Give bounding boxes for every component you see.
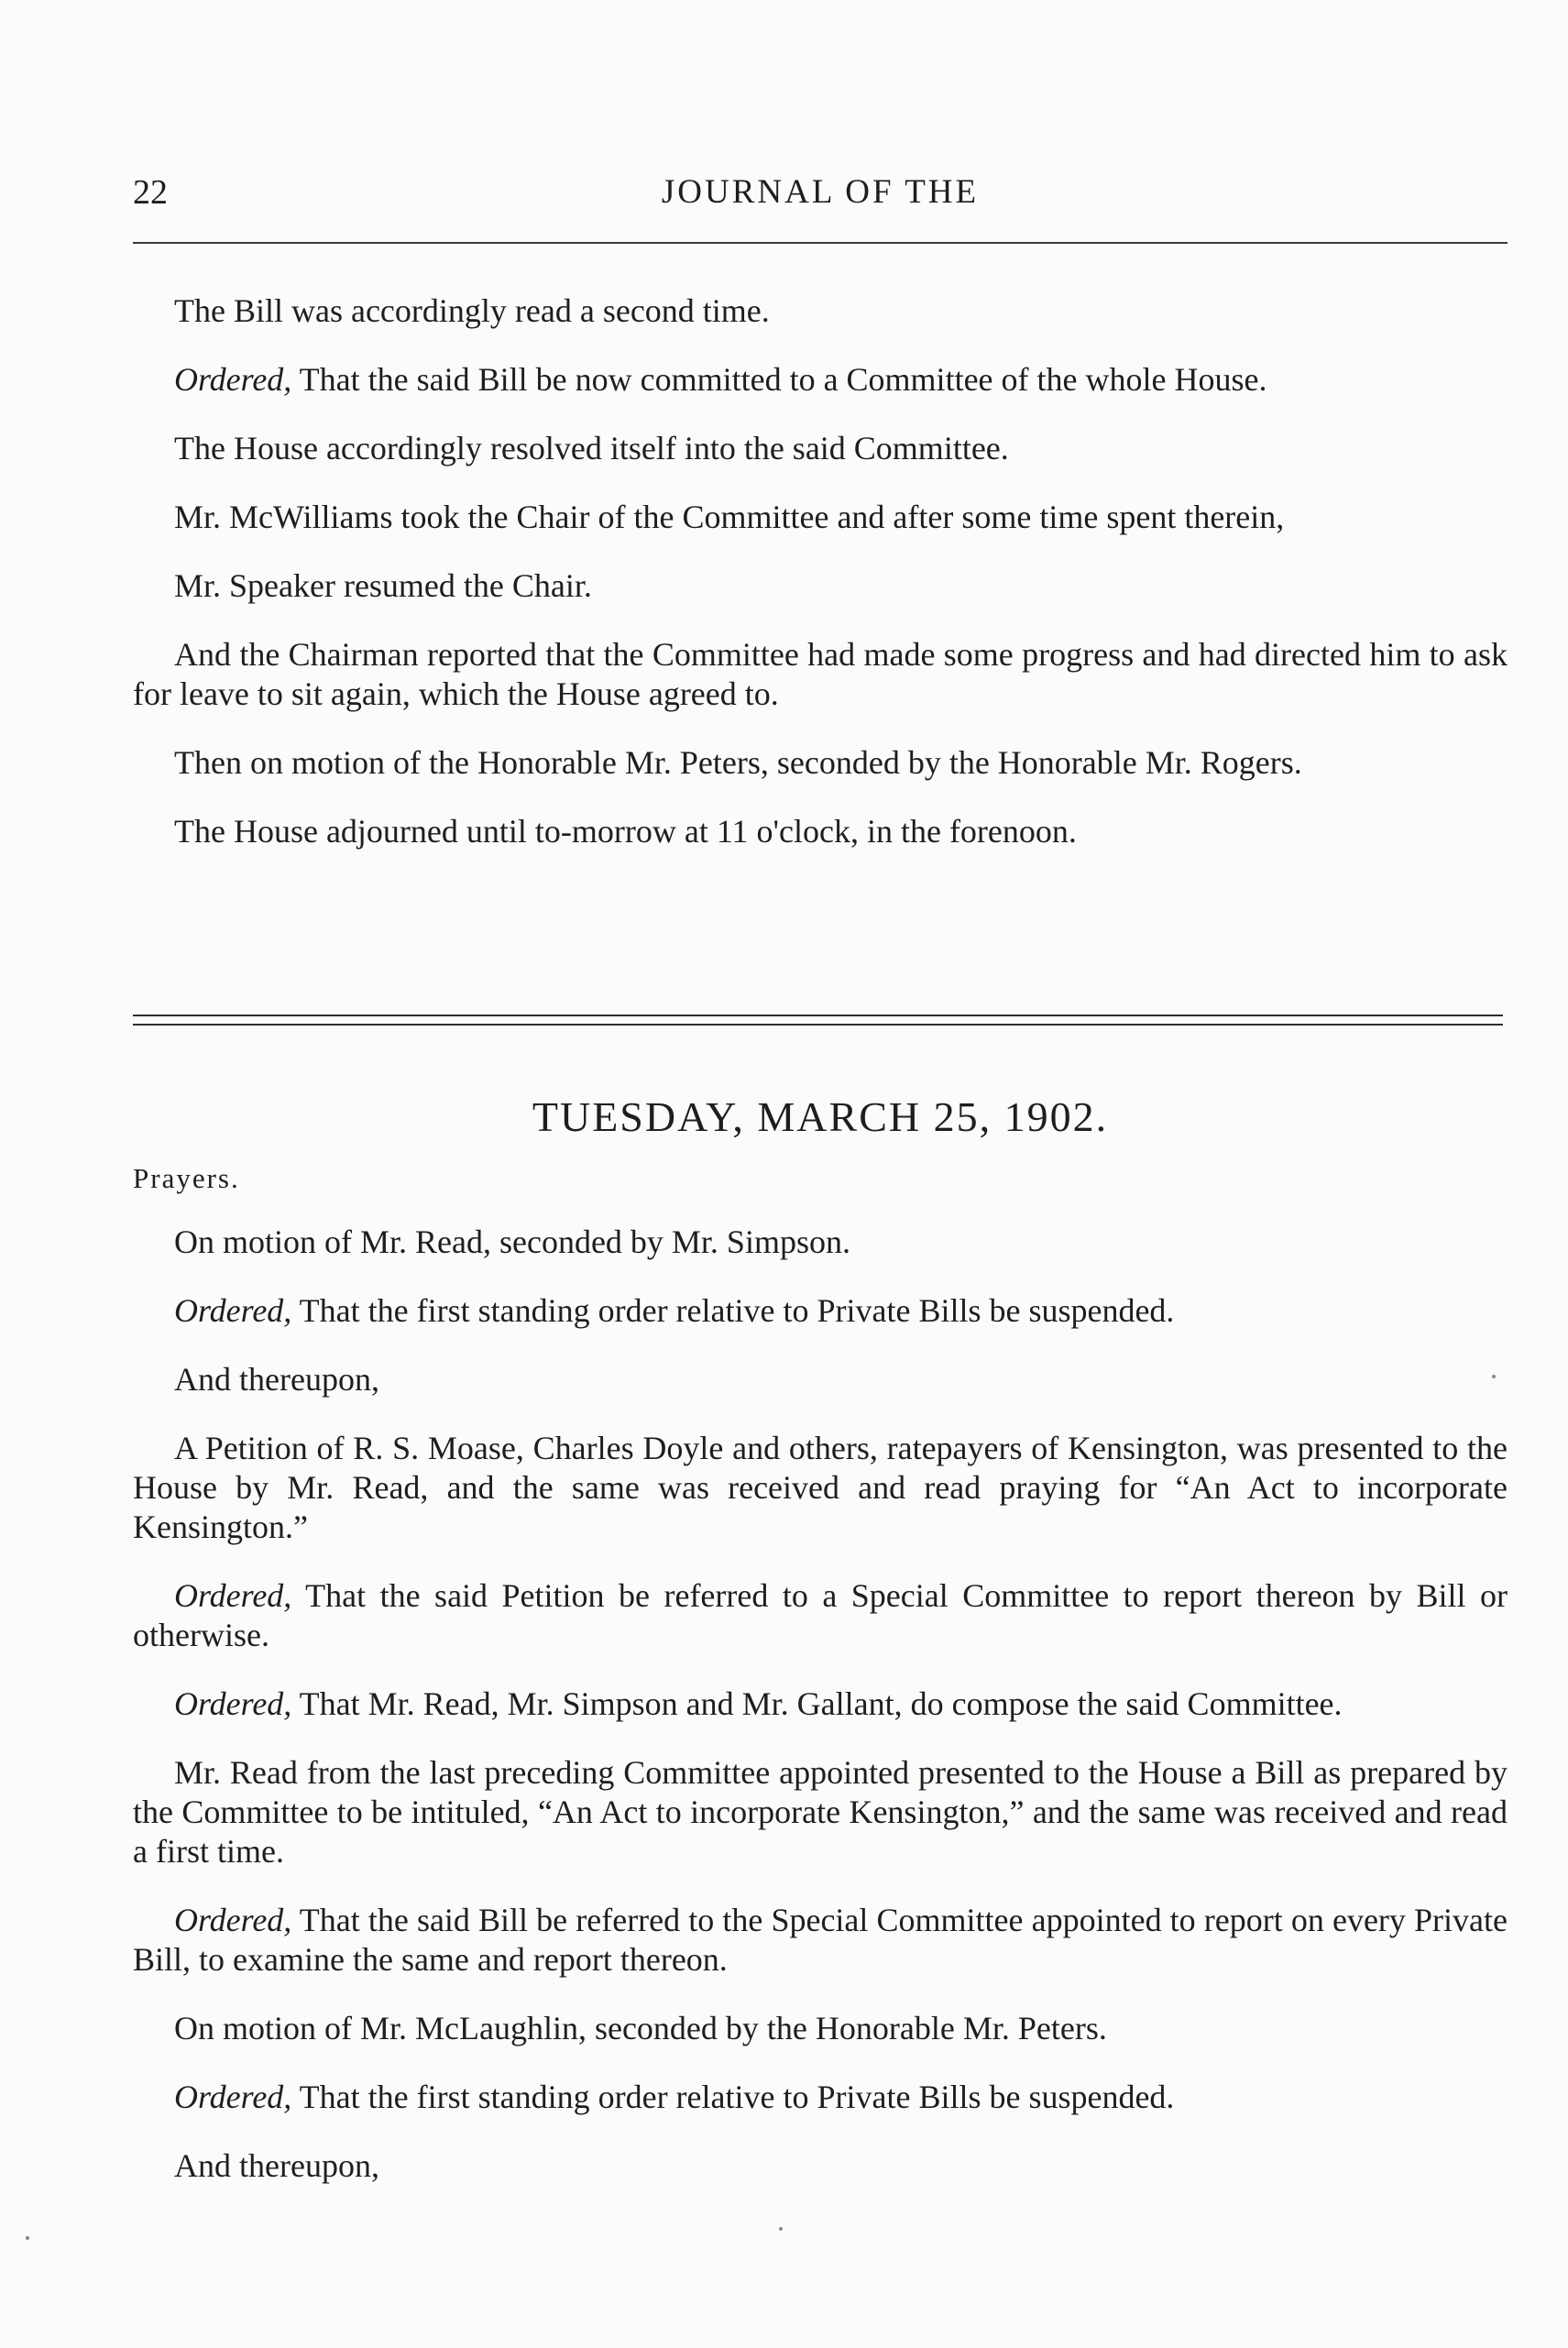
header-rule [133,242,1508,244]
proceeding-paragraph: Ordered, That the first standing order relative to Private Bills be suspended. [174,1292,1175,1329]
proceeding-paragraph: And thereupon, [174,1361,379,1398]
proceeding-paragraph: Ordered, That the said Bill be now committed to a Committee of the whole House. [174,361,1267,398]
day-proceedings [133,1162,1508,2215]
proceeding-paragraph: On motion of Mr. Read, seconded by Mr. Simpson. [174,1223,850,1260]
proceeding-paragraph: Mr. Read from the last preceding Committee appointed presented to the House a Bill as prepared by the Committee to be intituled, “An Act to incorporate Kensington,” and the same was received and read a first time. [133,1754,1508,1870]
proceeding-paragraph: A Petition of R. S. Moase, Charles Doyle and others, ratepayers of Kensington, was presented to the House by Mr. Read, and the same was received and read praying for “An Act to incorporate Kensington.” [133,1430,1508,1545]
proceeding-paragraph: Ordered, That Mr. Read, Mr. Simpson and Mr. Gallant, do compose the said Committee. [174,1685,1343,1722]
running-head: JOURNAL OF THE [661,173,980,211]
proceeding-paragraph: Ordered, That the said Bill be referred to the Special Committee appointed to report on every Private Bill, to examine the same and report thereon. [133,1902,1508,1978]
proceeding-paragraph: And the Chairman reported that the Committee had made some progress and had directed him to ask for leave to sit again, which the House agreed to. [133,636,1508,712]
paper-speck [779,2227,783,2231]
proceeding-paragraph: Then on motion of the Honorable Mr. Peters, seconded by the Honorable Mr. Rogers. [174,744,1302,781]
proceeding-paragraph: Ordered, That the said Petition be referred to a Special Committee to report thereon by Bill or otherwise. [133,1577,1508,1653]
prayers-heading: Prayers. [133,1162,240,1194]
proceeding-paragraph: The Bill was accordingly read a second time. [174,292,770,329]
proceeding-paragraph: Mr. McWilliams took the Chair of the Committee and after some time spent therein, [174,499,1285,535]
day-title: TUESDAY, MARCH 25, 1902. [532,1093,1109,1140]
proceeding-paragraph: The House adjourned until to-morrow at 11 o'clock, in the forenoon. [174,813,1077,850]
proceeding-paragraph: And thereupon, [174,2147,379,2184]
page-number: 22 [133,173,168,212]
proceeding-paragraph: On motion of Mr. McLaughlin, seconded by the Honorable Mr. Peters. [174,2010,1107,2046]
page-header [133,172,1508,218]
proceeding-paragraph: Mr. Speaker resumed the Chair. [174,567,592,604]
section-divider [133,1015,1503,1026]
paper-speck [26,2236,29,2240]
previous-day-proceedings [133,291,1508,881]
paper-speck [1492,1375,1496,1378]
proceeding-paragraph: The House accordingly resolved itself into the said Committee. [174,430,1009,466]
proceeding-paragraph: Ordered, That the first standing order relative to Private Bills be suspended. [174,2079,1175,2115]
